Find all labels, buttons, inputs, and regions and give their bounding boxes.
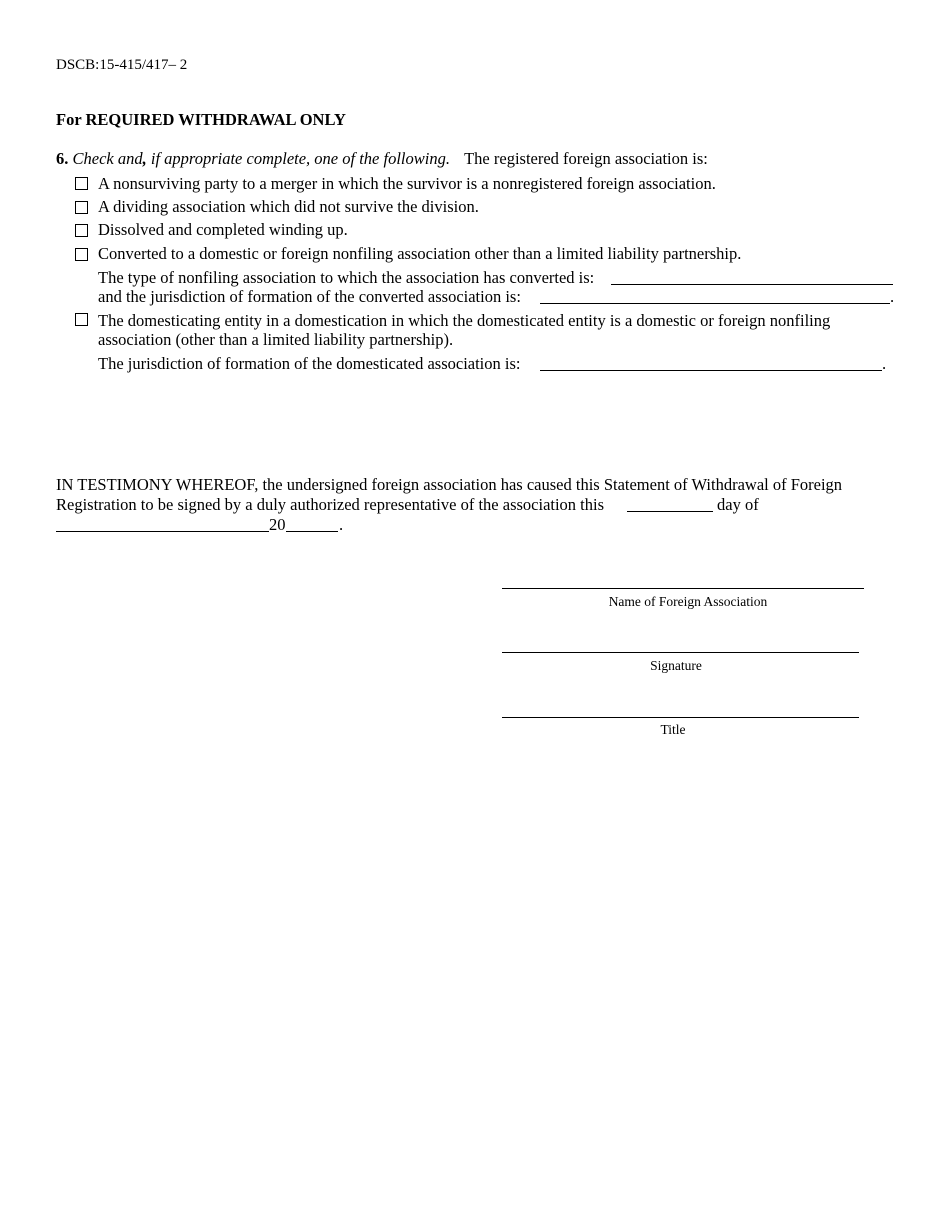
checkbox-nonsurviving-merger[interactable] — [75, 177, 88, 190]
section-heading: For REQUIRED WITHDRAWAL ONLY — [56, 110, 346, 129]
instruction-comma: , — [142, 149, 147, 168]
option-dividing-association-label: A dividing association which did not survive the division. — [98, 197, 479, 216]
testimony-line1: IN TESTIMONY WHEREOF, the undersigned foreign association has caused this Statement of Withdrawal of Foreign — [56, 475, 843, 494]
instruction-part1: Check and — [72, 149, 143, 168]
checkbox-dividing-association[interactable] — [75, 201, 88, 214]
testimony-line2-part1: Registration to be signed by a duly authorized representative of the association this — [56, 495, 605, 514]
checkbox-dissolved[interactable] — [75, 224, 88, 237]
domesticated-jurisdiction-label: The jurisdiction of formation of the domesticated association is: — [98, 354, 521, 373]
signature-field[interactable] — [502, 652, 859, 653]
converted-jurisdiction-field[interactable] — [540, 303, 890, 304]
question-lead: The registered foreign association is: — [464, 149, 708, 168]
option-converted-label: Converted to a domestic or foreign nonfiling association other than a limited liability partnership. — [98, 244, 742, 263]
testimony-line2-part2: day of — [717, 495, 759, 514]
converted-type-field[interactable] — [611, 284, 893, 285]
domesticated-jurisdiction-period: . — [882, 354, 887, 373]
day-field[interactable] — [627, 511, 713, 512]
converted-jurisdiction-label: and the jurisdiction of formation of the converted association is: — [98, 287, 521, 306]
instruction-part2: if appropriate complete, one of the following. — [146, 149, 450, 168]
signature-caption: Signature — [650, 658, 702, 673]
converted-jurisdiction-period: . — [890, 287, 895, 306]
option-dissolved-label: Dissolved and completed winding up. — [98, 220, 348, 239]
testimony-end-period: . — [339, 515, 344, 534]
month-field[interactable] — [56, 531, 269, 532]
title-caption: Title — [660, 722, 686, 737]
title-field[interactable] — [502, 717, 859, 718]
checkbox-converted[interactable] — [75, 248, 88, 261]
option-domesticating-entity-label-line2: association (other than a limited liability partnership). — [98, 330, 454, 349]
converted-type-label: The type of nonfiling association to which the association has converted is: — [98, 268, 595, 287]
association-name-caption: Name of Foreign Association — [608, 594, 768, 609]
year-field[interactable] — [286, 531, 338, 532]
question-6-instruction — [56, 149, 708, 168]
year-prefix: 20 — [269, 515, 286, 534]
question-number: 6. — [56, 149, 69, 168]
checkbox-domesticating-entity[interactable] — [75, 313, 88, 326]
option-nonsurviving-merger-label: A nonsurviving party to a merger in which the survivor is a nonregistered foreign association. — [98, 174, 716, 193]
option-domesticating-entity-label-line1: The domesticating entity in a domestication in which the domesticated entity is a domestic or foreign nonfiling — [98, 311, 831, 330]
form-code: DSCB:15-415/417– 2 — [56, 57, 188, 73]
domesticated-jurisdiction-field[interactable] — [540, 370, 882, 371]
association-name-field[interactable] — [502, 588, 864, 589]
